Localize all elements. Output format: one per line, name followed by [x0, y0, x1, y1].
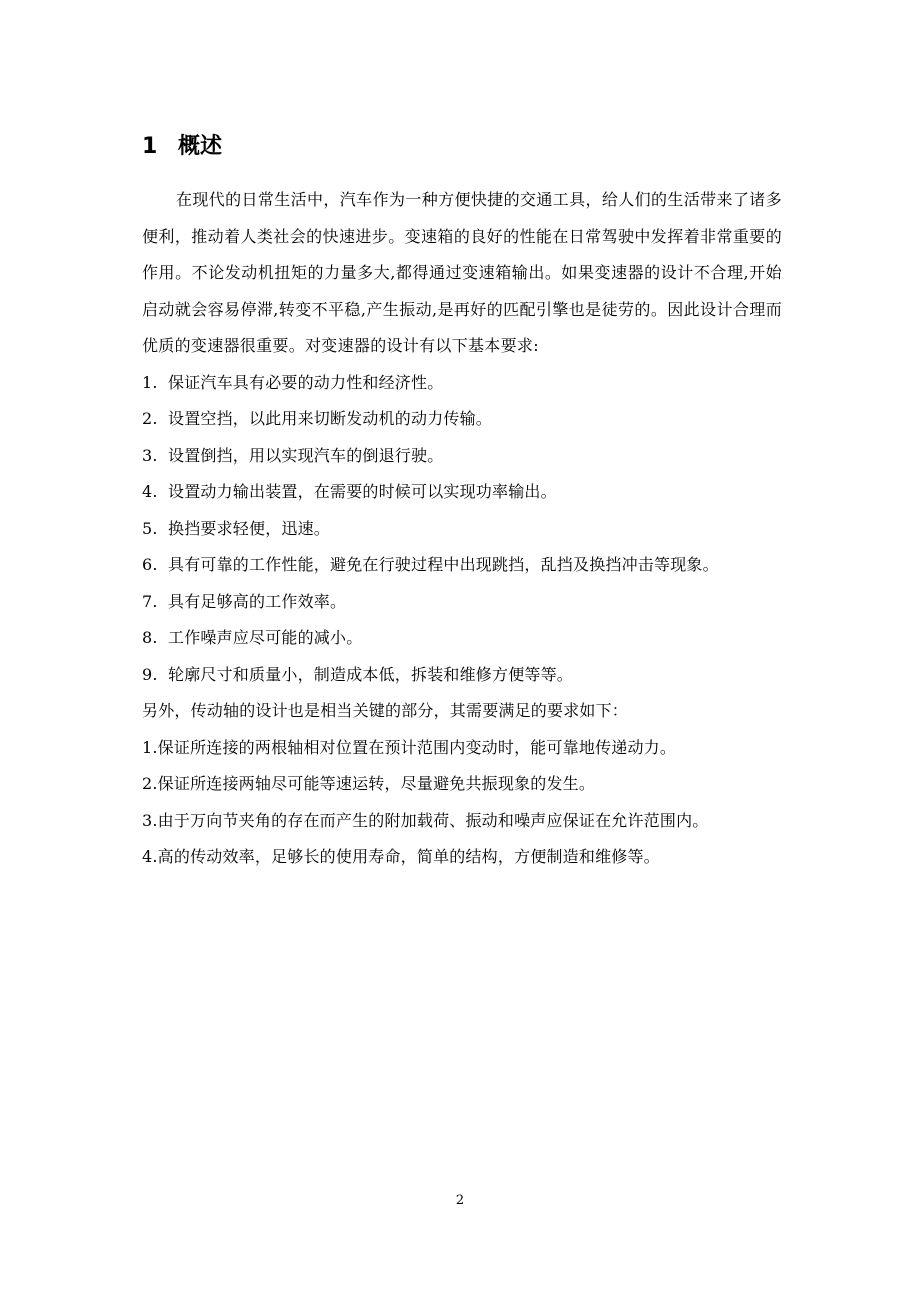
list-item — [142, 620, 782, 657]
list-item-number: 4. — [142, 847, 158, 866]
list-item-number: 5. — [142, 518, 158, 538]
list-item-text: 设置动力输出装置，在需要的时候可以实现功率输出。 — [168, 482, 557, 501]
list-item — [142, 401, 782, 438]
list-item-number: 1. — [142, 372, 158, 392]
list-item — [142, 584, 782, 621]
list-item-text: 设置倒挡，用以实现汽车的倒退行驶。 — [168, 445, 444, 465]
list-item-number: 9. — [142, 664, 158, 684]
list-item-text: 由于万向节夹角的存在而产生的附加载荷、振动和噪声应保证在允许范围内。 — [157, 810, 709, 830]
list-item-text: 保证汽车具有必要的动力性和经济性。 — [168, 372, 444, 392]
list-item-number: 6. — [142, 555, 158, 574]
list-item-text: 具有可靠的工作性能，避免在行驶过程中出现跳挡，乱挡及换挡冲击等现象。 — [168, 555, 719, 574]
section-heading — [142, 132, 222, 162]
list-item-text: 高的传动效率，足够长的使用寿命，简单的结构，方便制造和维修等。 — [157, 847, 660, 866]
section-body — [142, 182, 782, 876]
intro-paragraph: 在现代的日常生活中，汽车作为一种方便快捷的交通工具，给人们的生活带来了诸多便利，推动着人类社会的快速进步。变速箱的良好的性能在日常驾驶中发挥着非常重要的作用。不论发动机扭矩的力量多大,都得通过变速箱输出。如果变速器的设计不合理,开始启动就会容易停滞,转变不平稳,产生振动,是再好的匹配引擎也是徒劳的。因此设计合理而优质的变速器很重要。对变速器的设计有以下基本要求: — [142, 190, 782, 355]
list-item — [142, 474, 782, 511]
section-title: 概述 — [178, 134, 223, 159]
list-item-text: 工作噪声应尽可能的减小。 — [168, 628, 363, 647]
list-item — [142, 547, 782, 584]
list-item-number: 3. — [142, 445, 158, 465]
list-item-text: 保证所连接的两根轴相对位置在预计范围内变动时，能可靠地传递动力。 — [157, 737, 677, 757]
list-item — [142, 766, 782, 803]
list-item — [142, 438, 782, 475]
list-item-number: 3. — [142, 810, 158, 830]
list-item-number: 4. — [142, 482, 158, 501]
list-item — [142, 657, 782, 694]
list-item-text: 具有足够高的工作效率。 — [168, 591, 347, 611]
page-number: 2 — [455, 1193, 465, 1208]
list-item — [142, 839, 782, 876]
driveshaft-intro: 另外，传动轴的设计也是相当关键的部分，其需要满足的要求如下： — [142, 701, 629, 720]
list-item — [142, 803, 782, 840]
list-item-number: 7. — [142, 591, 158, 611]
list-item — [142, 365, 782, 402]
list-item-text: 保证所连接两轴尽可能等速运转，尽量避免共振现象的发生。 — [157, 774, 596, 793]
list-item — [142, 730, 782, 767]
list-item-number: 2. — [142, 409, 158, 428]
section-number: 1 — [142, 134, 158, 159]
list-item-number: 1. — [142, 737, 158, 757]
list-item-text: 设置空挡，以此用来切断发动机的动力传输。 — [168, 409, 493, 428]
list-item-text: 轮廓尺寸和质量小，制造成本低，拆装和维修方便等等。 — [168, 664, 574, 684]
list-item-number: 2. — [142, 774, 158, 793]
list-item-number: 8. — [142, 628, 158, 647]
list-item-text: 换挡要求轻便，迅速。 — [168, 518, 331, 538]
list-item — [142, 511, 782, 548]
